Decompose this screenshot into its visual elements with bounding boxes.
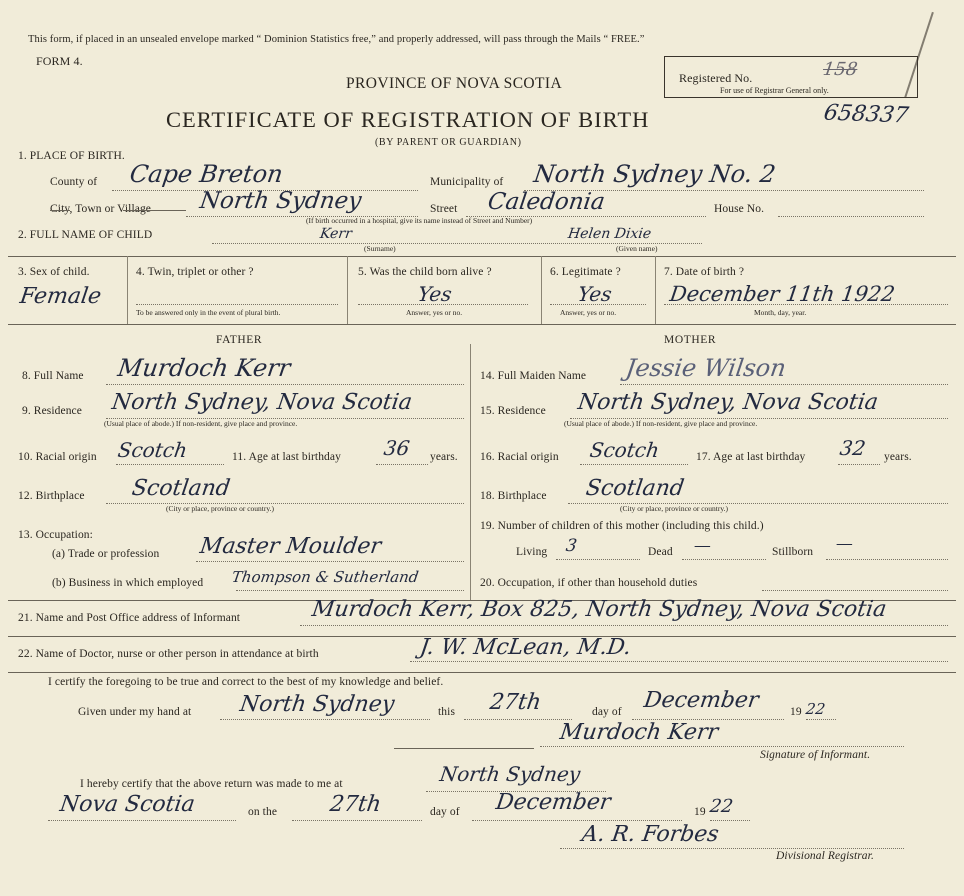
street-label: Street <box>430 203 458 215</box>
province-heading: PROVINCE OF NOVA SCOTIA <box>346 75 563 92</box>
mother-occupation-label: 20. Occupation, if other than household duties <box>480 577 698 589</box>
father-residence-label: 9. Residence <box>22 405 82 417</box>
given-year-prefix: 19 <box>790 706 802 718</box>
stillborn-label: Stillborn <box>772 546 814 558</box>
mother-age-years: years. <box>884 451 912 463</box>
stamp-number: 658337 <box>821 100 911 129</box>
mother-age-value: 32 <box>838 436 868 460</box>
alive-value: Yes <box>416 282 454 306</box>
given-year-value: 22 <box>804 700 827 718</box>
registrar-day-of-label: day of <box>430 806 460 818</box>
registered-box <box>664 56 918 98</box>
street-value: Caledonia <box>486 189 607 215</box>
twin-note: To be answered only in the event of plural birth. <box>136 308 281 317</box>
father-name-value: Murdoch Kerr <box>116 354 293 382</box>
informant-signature-label: Signature of Informant. <box>760 749 871 761</box>
mother-heading: MOTHER <box>664 334 717 346</box>
informant-value: Murdoch Kerr, Box 825, North Sydney, Nova Scotia <box>310 597 888 622</box>
father-occupation-label: 13. Occupation: <box>18 529 93 541</box>
given-day-value: 27th <box>488 690 543 715</box>
father-age-years: years. <box>430 451 458 463</box>
father-residence-note: (Usual place of abode.) If non-resident, give place and province. <box>104 419 298 428</box>
county-value: Cape Breton <box>128 160 285 188</box>
father-trade-label: (a) Trade or profession <box>52 548 160 560</box>
registrar-year-value: 22 <box>708 796 735 817</box>
certify-statement: I certify the foregoing to be true and correct to the best of my knowledge and belief. <box>48 676 444 688</box>
municipality-value: North Sydney No. 2 <box>532 160 778 188</box>
dead-value: — <box>692 536 713 556</box>
city-value: North Sydney <box>198 188 364 214</box>
registrar-signature-label: Divisional Registrar. <box>776 850 874 862</box>
father-name-label: 8. Full Name <box>22 370 84 382</box>
sex-value: Female <box>18 284 103 309</box>
registrar-place-value: North Sydney <box>438 762 582 786</box>
house-no-label: House No. <box>714 203 765 215</box>
father-birthplace-value: Scotland <box>130 476 232 501</box>
registered-note: For use of Registrar General only. <box>720 86 829 95</box>
form-number: FORM 4. <box>36 54 83 68</box>
father-heading: FATHER <box>216 334 263 346</box>
father-age-value: 36 <box>382 436 412 460</box>
mother-age-label: 17. Age at last birthday <box>696 451 806 463</box>
father-trade-value: Master Moulder <box>198 534 383 559</box>
given-under-label: Given under my hand at <box>78 706 192 718</box>
doctor-value: J. W. McLean, M.D. <box>418 635 633 660</box>
child-surname: Kerr <box>318 226 353 242</box>
margin-stroke <box>904 12 934 98</box>
legitimate-value: Yes <box>576 282 614 306</box>
mother-racial-value: Scotch <box>588 438 661 462</box>
mother-name-label: 14. Full Maiden Name <box>480 370 587 382</box>
father-birthplace-note: (City or place, province or country.) <box>166 504 275 513</box>
this-label: this <box>438 706 456 718</box>
mother-birthplace-label: 18. Birthplace <box>480 490 547 502</box>
registrar-statement: I hereby certify that the above return was made to me at <box>80 778 343 790</box>
mother-birthplace-note: (City or place, province or country.) <box>620 504 729 513</box>
father-racial-value: Scotch <box>116 438 189 462</box>
given-caption: (Given name) <box>616 244 658 253</box>
living-value: 3 <box>564 536 579 556</box>
city-label: City, Town or Village <box>50 203 152 215</box>
registered-number: 158 <box>821 59 859 80</box>
informant-label: 21. Name and Post Office address of Informant <box>18 612 241 624</box>
informant-signature: Murdoch Kerr <box>558 720 720 745</box>
mother-racial-label: 16. Racial origin <box>480 451 559 463</box>
certificate-title: CERTIFICATE OF REGISTRATION OF BIRTH <box>166 107 650 132</box>
twin-label: 4. Twin, triplet or other ? <box>136 266 254 278</box>
given-day-of-label: day of <box>592 706 622 718</box>
mother-name-value: Jessie Wilson <box>624 354 788 382</box>
living-label: Living <box>516 546 548 558</box>
surname-caption: (Surname) <box>364 244 396 253</box>
child-given-name: Helen Dixie <box>566 226 653 242</box>
father-residence-value: North Sydney, Nova Scotia <box>110 390 414 415</box>
municipality-label: Municipality of <box>430 176 504 188</box>
father-racial-label: 10. Racial origin <box>18 451 97 463</box>
father-age-label: 11. Age at last birthday <box>232 451 341 463</box>
registrar-place2-value: Nova Scotia <box>58 792 197 817</box>
alive-note: Answer, yes or no. <box>406 308 463 317</box>
dob-value: December 11th 1922 <box>668 282 897 306</box>
doctor-label: 22. Name of Doctor, nurse or other person in attendance at birth <box>18 648 319 660</box>
registrar-on-the-label: on the <box>248 806 278 818</box>
mail-notice: This form, if placed in an unsealed envelope marked “ Dominion Statistics free,” and properly addressed, will pass through the Mails “ FREE.” <box>28 34 645 45</box>
mother-residence-label: 15. Residence <box>480 405 546 417</box>
county-label: County of <box>50 176 98 188</box>
stillborn-value: — <box>834 534 855 554</box>
father-business-value: Thompson & Sutherland <box>230 568 420 586</box>
child-name-label: 2. FULL NAME OF CHILD <box>18 229 153 241</box>
registered-label: Registered No. <box>679 71 753 85</box>
dead-label: Dead <box>648 546 673 558</box>
place-of-birth-heading: 1. PLACE OF BIRTH. <box>18 150 125 162</box>
certificate-subtitle: (BY PARENT OR GUARDIAN) <box>375 137 522 148</box>
registrar-month-value: December <box>494 790 613 815</box>
registrar-day-value: 27th <box>328 792 383 817</box>
mother-birthplace-value: Scotland <box>584 476 686 501</box>
given-month-value: December <box>642 688 761 713</box>
father-birthplace-label: 12. Birthplace <box>18 490 85 502</box>
mother-children-label: 19. Number of children of this mother (including this child.) <box>480 520 764 532</box>
sex-label: 3. Sex of child. <box>18 266 90 278</box>
registrar-signature: A. R. Forbes <box>580 822 721 847</box>
father-business-label: (b) Business in which employed <box>52 577 204 589</box>
legitimate-label: 6. Legitimate ? <box>550 266 621 278</box>
alive-label: 5. Was the child born alive ? <box>358 266 492 278</box>
given-place-value: North Sydney <box>238 692 396 717</box>
registrar-year-prefix: 19 <box>694 806 706 818</box>
mother-residence-note: (Usual place of abode.) If non-resident, give place and province. <box>564 419 758 428</box>
dob-label: 7. Date of birth ? <box>664 266 745 278</box>
hospital-note: (If birth occurred in a hospital, give its name instead of Street and Number) <box>306 216 533 225</box>
legitimate-note: Answer, yes or no. <box>560 308 617 317</box>
dob-note: Month, day, year. <box>754 308 807 317</box>
mother-residence-value: North Sydney, Nova Scotia <box>576 390 880 415</box>
